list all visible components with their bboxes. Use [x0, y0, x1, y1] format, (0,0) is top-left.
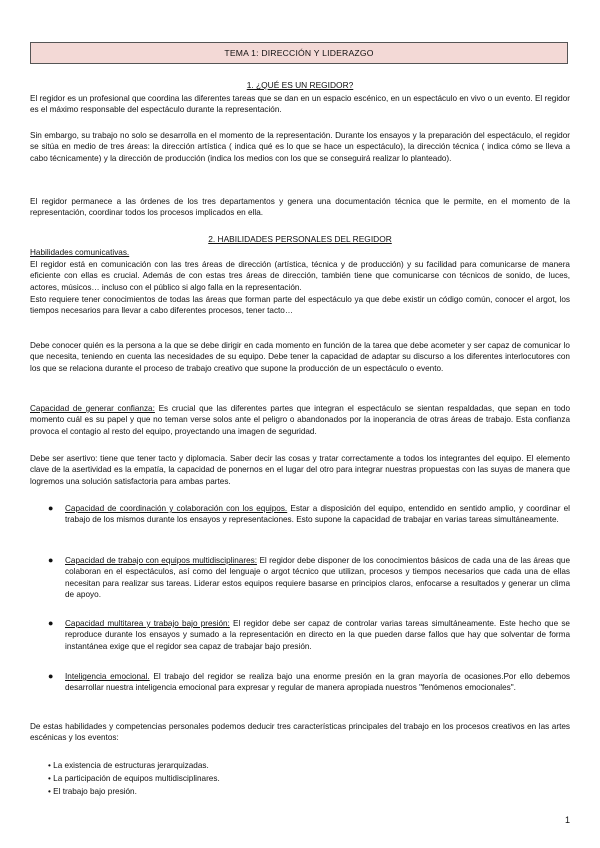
bullet-item: [48, 503, 570, 526]
paragraph: El regidor es un profesional que coordina las diferentes tareas que se dan en un espacio escénico, en un espectáculo en vivo o un evento. El regidor es el máximo responsable del espectáculo durante la representación.: [30, 94, 570, 115]
paragraph: Debe conocer quién es la persona a la que se debe dirigir en cada momento en función de la tarea que debe acometer y ser capaz de comunicar lo que necesita, teniendo en cuenta las necesidades de su equipo. Debe tener la capacidad de adaptar su discurso a los diferentes interlocutores con los que se relaciona durante el proceso de trabajo creativo que supone la producción de un espectáculo o evento.: [30, 341, 570, 373]
paragraph: [30, 403, 570, 437]
bullet-icon: ●: [48, 503, 54, 513]
bullet-label: Capacidad multitarea y trabajo bajo presión:: [65, 619, 230, 628]
page-title: TEMA 1: DIRECCIÓN Y LIDERAZGO: [30, 42, 568, 64]
bullet-item: [48, 671, 570, 694]
paragraph: Esto requiere tener conocimientos de todas las áreas que forman parte del espectáculo ya que debe existir un código común, conocer el argot, los tiempos necesarios para llevar a cabo diferentes procesos, tener tacto…: [30, 295, 570, 316]
confidence-text: Es crucial que las diferentes partes que integran el espectáculo se sientan respaldadas, que sepan en todo momento cuál es su papel y que no teman verse solos ante el peligro o abandonados por la inoperancia de otras áreas de trabajo. Esta confianza provoca el contagio al resto del equipo, proyectando una imagen de seguridad.: [30, 404, 571, 436]
bullet-label: Inteligencia emocional.: [65, 672, 150, 681]
bullet-label: Capacidad de trabajo con equipos multidisciplinares:: [65, 556, 258, 565]
bullet-icon: ●: [48, 671, 54, 681]
list-item: • La existencia de estructuras jerarquizadas.: [48, 761, 209, 770]
bullet-item: [48, 555, 570, 600]
bullet-text: El trabajo del regidor se realiza bajo una enorme presión en la gran mayoría de ocasiones.Por ello debemos desarrollar nuestra inteligencia emocional para expresar y regular de manera apropiada nuestros "fenómenos emocionales".: [65, 672, 570, 693]
list-item: • El trabajo bajo presión.: [48, 787, 137, 796]
paragraph: Sin embargo, su trabajo no solo se desarrolla en el momento de la representación. Durante los ensayos y la preparación del espectáculo, el regidor se sitúa en medio de tres áreas: la dirección artística ( indica qué es lo que se hace un espectáculo), la dirección técnica ( indica cómo se lleva a cabo técnicamente) y la dirección de producción (indica los medios con los que se conseguirá realizar lo planteado).: [30, 131, 570, 163]
subheading: Habilidades comunicativas.: [30, 248, 130, 257]
paragraph: De estas habilidades y competencias personales podemos deducir tres características principales del trabajo en los procesos creativos en las artes escénicas y los eventos:: [30, 722, 570, 743]
paragraph: Debe ser asertivo: tiene que tener tacto y diplomacia. Saber decir las cosas y tratar correctamente a todos los integrantes del equipo. El elemento clave de la asertividad es la empatía, la capacidad de ponernos en el lugar del otro para integrar nuestras propuestas con las suyas de manera que logremos una solución satisfactoria para ambas partes.: [30, 454, 570, 486]
paragraph: El regidor permanece a las órdenes de los tres departamentos y genera una documentación técnica que le permite, en el momento de la representación, coordinar todos los procesos implicados en ella.: [30, 197, 570, 218]
section-1-heading: 1. ¿QUÉ ES UN REGIDOR?: [246, 80, 354, 90]
paragraph: El regidor está en comunicación con las tres áreas de dirección (artística, técnica y de producción) y su facilidad para comunicarse de manera eficiente con ellas es crucial. Además de con estas tres áreas de dirección, también tiene que comunicarse con técnicos de sonido, de luces, actores, músicos… incluso con el público si algo falla en la representación.: [30, 260, 570, 292]
bullet-icon: ●: [48, 555, 54, 565]
bullet-text: El regidor debe disponer de los conocimientos básicos de cada una de las áreas que colaboran en el espectáculos, así como del lenguaje o argot técnico que utilizan, procesos y tiempos necesarios que cada una de ellas necesitan para realizar sus tareas. Liderar estos equipos requiere basarse en principios claros, enfocarse a resultados y generar un clima de apoyo.: [65, 556, 570, 599]
bullet-text: El regidor debe ser capaz de controlar varias tareas simultáneamente. Este hecho que se reproduce durante los ensayos y sumado a la representación en directo en la que pueden darse fallos que hay que solventar de forma instantánea exige que el regidor sea capaz de trabajar bajo presión.: [65, 619, 570, 651]
bullet-label: Capacidad de coordinación y colaboración con los equipos.: [65, 504, 288, 513]
bullet-icon: ●: [48, 618, 54, 628]
section-2-heading: 2. HABILIDADES PERSONALES DEL REGIDOR: [208, 234, 392, 244]
bullet-text: Estar a disposición del equipo, entendido en sentido amplio, y coordinar el trabajo de los mismos durante los ensayos y representaciones. Esto supone la capacidad de trabajar en varias tareas simultáneamente.: [65, 504, 570, 525]
bullet-item: [48, 618, 570, 652]
page-number: 1: [564, 815, 570, 825]
list-item: • La participación de equipos multidisciplinares.: [48, 774, 220, 783]
confidence-label: Capacidad de generar confianza:: [30, 404, 155, 413]
